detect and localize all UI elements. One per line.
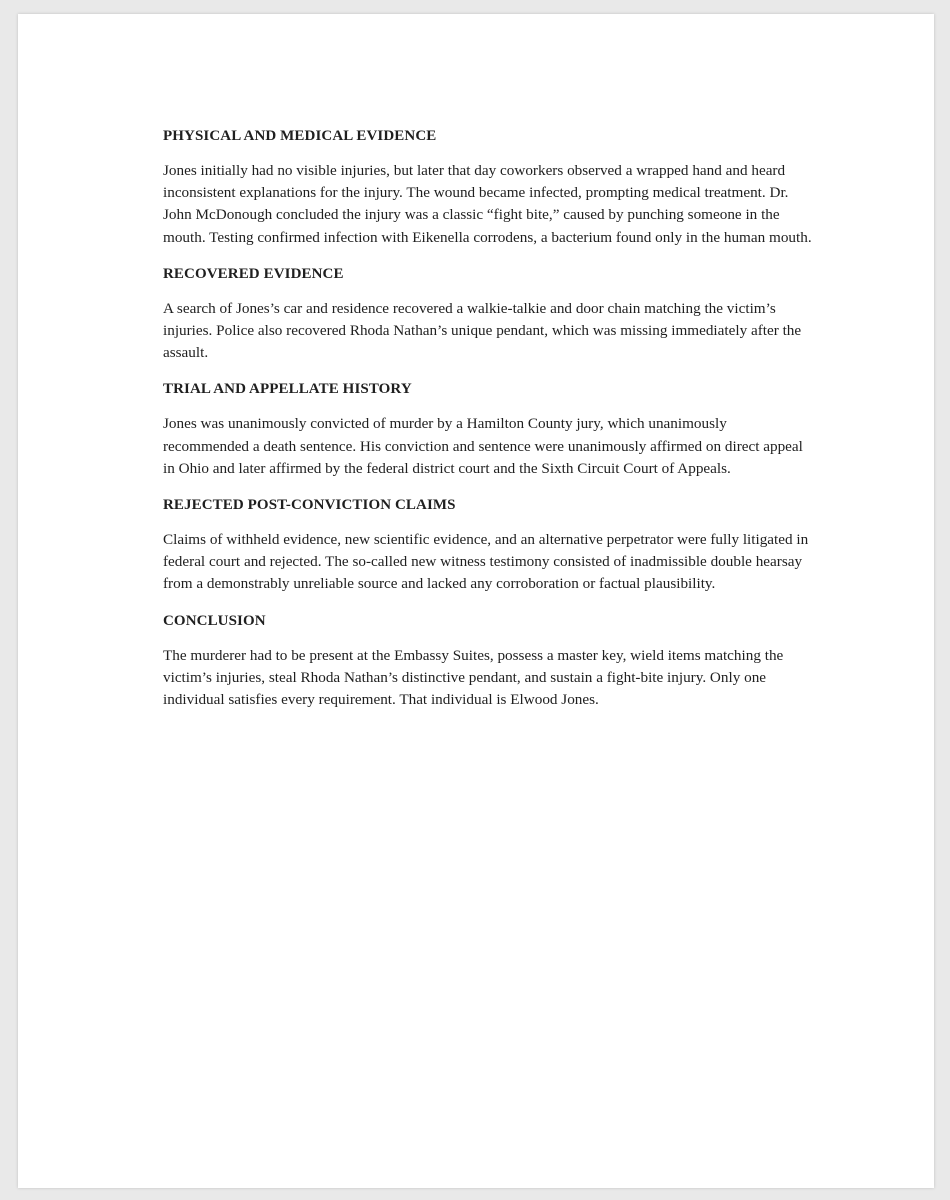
section-body: Jones initially had no visible injuries, but later that day coworkers observed a wrapped hand and heard inconsistent explanations for the injury. The wound became infected, prompting medical treatment. Dr. John McDonough concluded the injury was a classic “fight bite,” caused by punching someone in the mouth. Testing confirmed infection with Eikenella corrodens, a bacterium found only in the human mouth. [163,162,812,246]
section-trial-appellate-history [163,379,813,480]
document-content [163,126,813,726]
section-recovered-evidence [163,264,813,365]
section-heading: RECOVERED EVIDENCE [163,265,344,282]
section-heading: REJECTED POST-CONVICTION CLAIMS [163,497,456,514]
section-heading: TRIAL AND APPELLATE HISTORY [163,381,412,398]
section-conclusion [163,611,813,712]
section-rejected-post-conviction-claims [163,495,813,596]
section-heading: CONCLUSION [163,612,266,629]
section-body: Jones was unanimously convicted of murder by a Hamilton County jury, which unanimously recommended a death sentence. His conviction and sentence were unanimously affirmed on direct appeal in Ohio and later affirmed by the federal district court and the Sixth Circuit Court of Appeals. [163,415,803,477]
section-heading: PHYSICAL AND MEDICAL EVIDENCE [163,128,437,144]
section-body: A search of Jones’s car and residence recovered a walkie-talkie and door chain matching the victim’s injuries. Police also recovered Rhoda Nathan’s unique pendant, which was missing immediately after the assault. [163,299,802,362]
section-physical-medical-evidence [163,126,813,249]
document-page [18,14,934,1188]
section-body: Claims of withheld evidence, new scientific evidence, and an alternative perpetrator were fully litigated in federal court and rejected. The so-called new witness testimony consisted of inadmissible double hearsay from a demonstrably unreliable source and lacked any corroboration or factual plausibility. [163,531,809,593]
section-body: The murderer had to be present at the Embassy Suites, possess a master key, wield items matching the victim’s injuries, steal Rhoda Nathan’s distinctive pendant, and sustain a fight-bite injury. Only one individual satisfies every requirement. That individual is Elwood Jones. [163,646,784,709]
